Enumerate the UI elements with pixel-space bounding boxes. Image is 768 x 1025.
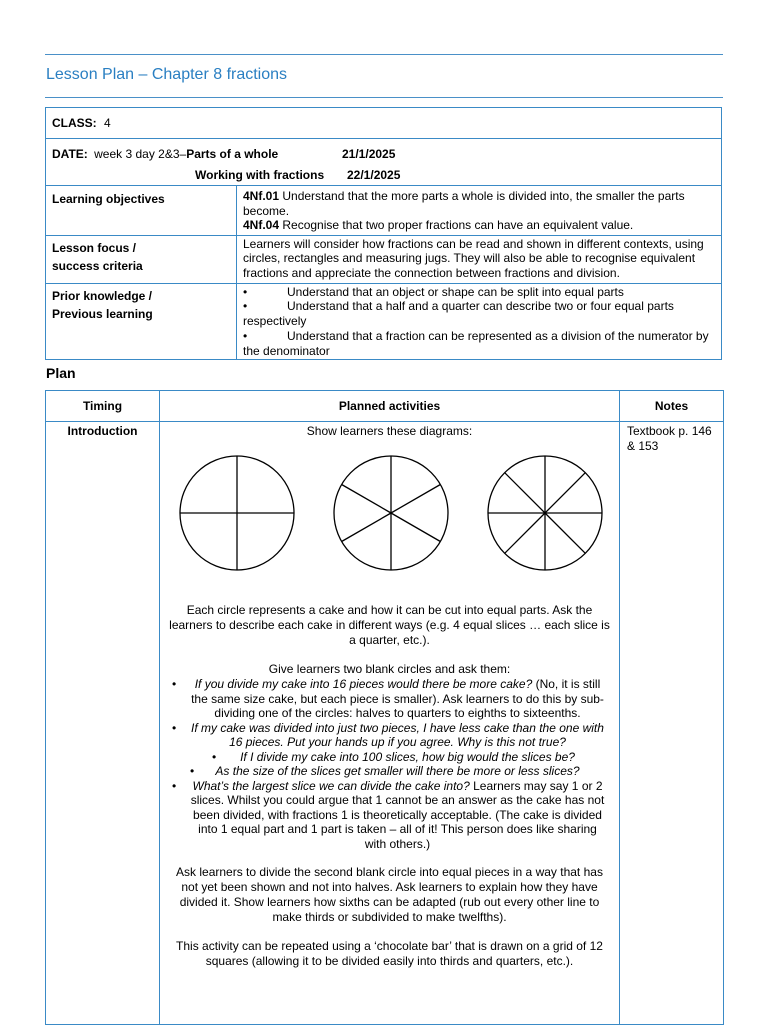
plan-header-row (46, 391, 724, 422)
lesson1-date: 21/1/2025 (342, 147, 396, 161)
cake-slice-line (545, 473, 585, 513)
date-row (46, 139, 722, 186)
question-1: • If you divide my cake into 16 pieces would there be more cake? (No, it is still the same size cake, but each piece is smaller). Ask learners to do this by sub-dividing one of the circles: halves to quarters to eighths to sixteenths. (172, 677, 604, 720)
objectives-row (46, 186, 722, 236)
question-3: • If I divide my cake into 100 slices, how big would the slices be? (212, 749, 575, 764)
cake-slice-line (342, 485, 391, 514)
prior-label-line1: Prior knowledge / (52, 288, 153, 303)
date-week: week 3 day 2&3– (94, 147, 187, 161)
focus-row (46, 235, 722, 283)
lesson2-title: Working with fractions (195, 168, 325, 182)
cake-slice-line (391, 513, 440, 542)
bullet: • (212, 749, 217, 764)
plan-heading: Plan (46, 365, 76, 381)
focus-label-line2: success criteria (52, 258, 143, 273)
bullet: • (243, 328, 248, 343)
question-list (168, 677, 611, 851)
class-value: 4 (104, 116, 111, 130)
notes-line-2: & 153 (627, 439, 659, 453)
timing-header: Timing (46, 391, 160, 422)
lesson-info-table (45, 107, 722, 360)
timing-cell: Introduction (46, 422, 160, 1025)
introduction-row (46, 422, 724, 1025)
notes-cell (620, 422, 724, 1025)
lesson1-title: Parts of a whole (186, 147, 279, 161)
objective-2-code: 4Nf.04 (243, 218, 280, 232)
cake-slice-line (342, 513, 391, 542)
plan-table (45, 390, 724, 1025)
title-rule (45, 97, 723, 98)
class-label: CLASS: (52, 116, 97, 130)
objective-1-code: 4Nf.01 (243, 189, 280, 203)
prior-label-line2: Previous learning (52, 306, 153, 321)
top-rule (45, 54, 723, 55)
question-5: • What’s the largest slice we can divide the cake into? Learners may say 1 or 2 slices. Whilst you could argue that 1 cannot be an answer as the cake has not been divided, with fractions 1 is theoretically acceptable. (The cake is divided into 1 equal part and 1 part is taken – all of it! This person does like sharing with others.) (172, 778, 605, 851)
document-title: Lesson Plan – Chapter 8 fractions (46, 66, 288, 83)
cake-slice-line (545, 513, 585, 553)
objectives-label: Learning objectives (52, 192, 165, 206)
notes-header: Notes (620, 391, 724, 422)
question-2: • If my cake was divided into just two pieces, I have less cake than the one with 16 pieces. Put your hands up if you agree. Why is this not true? (172, 720, 604, 749)
bullet: • (190, 764, 195, 778)
objective-2-text: Recognise that two proper fractions can have an equivalent value. (279, 218, 634, 232)
question-4: • As the size of the slices get smaller will there be more or less slices? (190, 764, 580, 778)
cake-slice-line (391, 485, 440, 514)
date-label: DATE: (52, 147, 88, 161)
prior-item: • Understand that a half and a quarter can describe two or four equal parts respectively (243, 299, 674, 329)
objective-1-text: Understand that the more parts a whole is divided into, the smaller the parts become. (243, 189, 685, 218)
class-row (46, 108, 722, 139)
bullet: • (172, 778, 177, 793)
objective-2 (243, 218, 715, 233)
activity-paragraph-1: Each circle represents a cake and how it can be cut into equal parts. Ask the learners to describe each cake in different ways (e.g. 4 equal slices … each slice is a quarter, etc.). (169, 603, 610, 647)
bullet: • (243, 299, 248, 314)
prior-item: • Understand that a fraction can be represented as a division of the numerator by the denominator (243, 328, 709, 358)
bullet: • (172, 677, 177, 691)
focus-text: Learners will consider how fractions can be read and shown in different contexts, using circles, rectangles and measuring jugs. They will also be able to recognise equivalent fractions and appreciate the connection between fractions and division. (237, 235, 722, 283)
activities-header: Planned activities (160, 391, 620, 422)
activities-cell (160, 422, 620, 1025)
cake-slice-line (505, 513, 545, 553)
focus-label-line1: Lesson focus / (52, 240, 137, 255)
cake-diagrams (171, 449, 611, 577)
prior-row (46, 283, 722, 360)
activity-paragraph-4: This activity can be repeated using a ‘chocolate bar’ that is drawn on a grid of 12 squares (allowing it to be divided easily into thirds and quarters, etc.). (176, 939, 603, 968)
cake-slice-line (505, 473, 545, 513)
notes-line-1: Textbook p. 146 (627, 424, 712, 438)
prior-item: • Understand that an object or shape can be split into equal parts (243, 284, 624, 299)
show-diagrams-text: Show learners these diagrams: (306, 424, 473, 438)
bullet: • (172, 720, 177, 735)
objective-1 (243, 189, 715, 218)
activity-paragraph-3: Ask learners to divide the second blank circle into equal pieces in a way that has not yet been shown and not into halves. Ask learners to explain how they have divided it. Show learners how sixths can be adapted (rub out every other line to make thirds or subdivided to make twelfths). (176, 865, 603, 924)
activity-paragraph-2: Give learners two blank circles and ask them: (268, 662, 511, 676)
lesson2-date: 22/1/2025 (347, 168, 401, 182)
bullet: • (243, 284, 248, 299)
